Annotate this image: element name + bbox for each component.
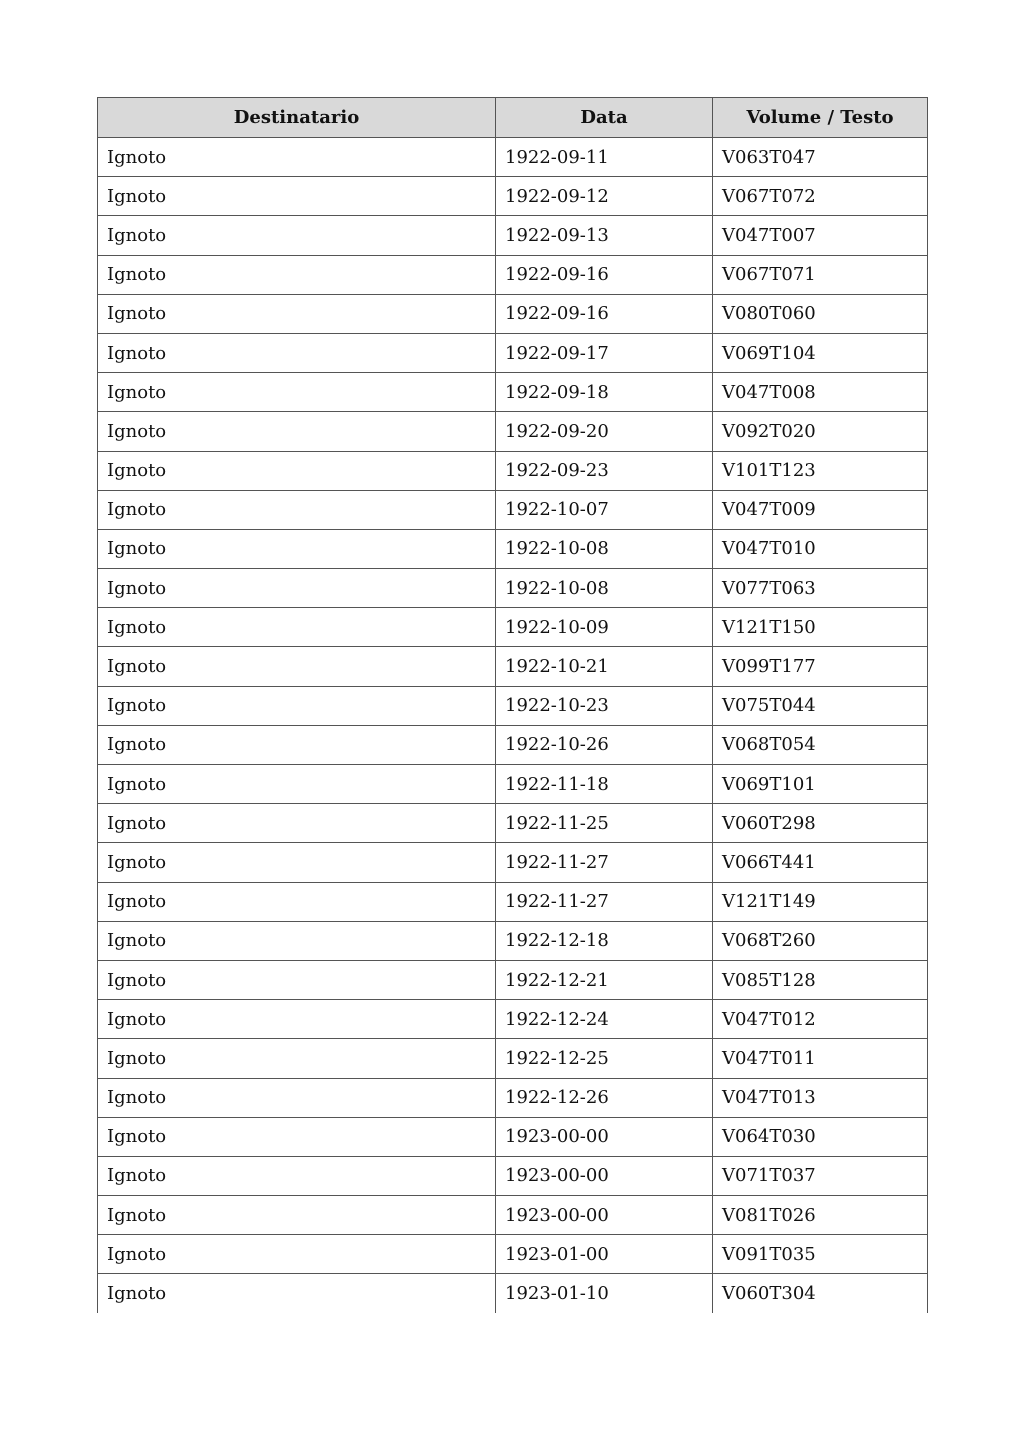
table-row bbox=[98, 804, 928, 843]
cell-destinatario: Ignoto bbox=[98, 1078, 496, 1117]
cell-data: 1922-11-27 bbox=[496, 843, 713, 882]
cell-destinatario: Ignoto bbox=[98, 177, 496, 216]
cell-data: 1922-12-24 bbox=[496, 1000, 713, 1039]
cell-destinatario: Ignoto bbox=[98, 1117, 496, 1156]
cell-data: 1923-01-00 bbox=[496, 1235, 713, 1274]
cell-destinatario: Ignoto bbox=[98, 765, 496, 804]
table-row bbox=[98, 1196, 928, 1235]
cell-volume-testo: V081T026 bbox=[713, 1196, 928, 1235]
cell-destinatario: Ignoto bbox=[98, 412, 496, 451]
cell-volume-testo: V071T037 bbox=[713, 1156, 928, 1195]
cell-data: 1922-10-23 bbox=[496, 686, 713, 725]
table-body bbox=[98, 138, 928, 1314]
cell-volume-testo: V063T047 bbox=[713, 138, 928, 177]
cell-volume-testo: V121T150 bbox=[713, 608, 928, 647]
cell-volume-testo: V047T009 bbox=[713, 490, 928, 529]
cell-volume-testo: V068T260 bbox=[713, 921, 928, 960]
letters-table bbox=[97, 97, 928, 1313]
cell-destinatario: Ignoto bbox=[98, 255, 496, 294]
cell-data: 1922-09-18 bbox=[496, 373, 713, 412]
table-row bbox=[98, 373, 928, 412]
table-row bbox=[98, 451, 928, 490]
cell-destinatario: Ignoto bbox=[98, 529, 496, 568]
cell-volume-testo: V085T128 bbox=[713, 960, 928, 999]
cell-destinatario: Ignoto bbox=[98, 333, 496, 372]
cell-data: 1922-09-12 bbox=[496, 177, 713, 216]
cell-destinatario: Ignoto bbox=[98, 608, 496, 647]
table-row bbox=[98, 177, 928, 216]
table-row bbox=[98, 1235, 928, 1274]
cell-data: 1922-10-21 bbox=[496, 647, 713, 686]
table-row bbox=[98, 765, 928, 804]
table-row bbox=[98, 1117, 928, 1156]
cell-destinatario: Ignoto bbox=[98, 960, 496, 999]
cell-destinatario: Ignoto bbox=[98, 216, 496, 255]
cell-volume-testo: V047T008 bbox=[713, 373, 928, 412]
cell-destinatario: Ignoto bbox=[98, 294, 496, 333]
cell-volume-testo: V066T441 bbox=[713, 843, 928, 882]
table-row bbox=[98, 569, 928, 608]
table-row bbox=[98, 725, 928, 764]
cell-volume-testo: V101T123 bbox=[713, 451, 928, 490]
cell-data: 1922-09-13 bbox=[496, 216, 713, 255]
cell-volume-testo: V069T104 bbox=[713, 333, 928, 372]
cell-data: 1922-09-16 bbox=[496, 294, 713, 333]
table-row bbox=[98, 529, 928, 568]
cell-destinatario: Ignoto bbox=[98, 451, 496, 490]
cell-destinatario: Ignoto bbox=[98, 490, 496, 529]
cell-data: 1922-12-25 bbox=[496, 1039, 713, 1078]
cell-volume-testo: V068T054 bbox=[713, 725, 928, 764]
cell-volume-testo: V067T071 bbox=[713, 255, 928, 294]
table-row bbox=[98, 1078, 928, 1117]
cell-volume-testo: V047T007 bbox=[713, 216, 928, 255]
column-header-destinatario: Destinatario bbox=[98, 98, 496, 138]
cell-data: 1922-09-17 bbox=[496, 333, 713, 372]
column-header-volume-testo: Volume / Testo bbox=[713, 98, 928, 138]
cell-data: 1922-09-23 bbox=[496, 451, 713, 490]
cell-destinatario: Ignoto bbox=[98, 1196, 496, 1235]
table-row bbox=[98, 608, 928, 647]
table-row bbox=[98, 1000, 928, 1039]
table-row bbox=[98, 1039, 928, 1078]
table-row bbox=[98, 882, 928, 921]
cell-data: 1922-10-07 bbox=[496, 490, 713, 529]
cell-volume-testo: V047T013 bbox=[713, 1078, 928, 1117]
cell-data: 1923-00-00 bbox=[496, 1117, 713, 1156]
cell-destinatario: Ignoto bbox=[98, 1274, 496, 1313]
cell-destinatario: Ignoto bbox=[98, 1000, 496, 1039]
cell-volume-testo: V080T060 bbox=[713, 294, 928, 333]
table-row bbox=[98, 294, 928, 333]
table-row bbox=[98, 843, 928, 882]
cell-data: 1922-10-08 bbox=[496, 529, 713, 568]
cell-data: 1923-01-10 bbox=[496, 1274, 713, 1313]
cell-data: 1922-11-25 bbox=[496, 804, 713, 843]
cell-volume-testo: V060T304 bbox=[713, 1274, 928, 1313]
cell-destinatario: Ignoto bbox=[98, 569, 496, 608]
table-row bbox=[98, 412, 928, 451]
cell-volume-testo: V047T010 bbox=[713, 529, 928, 568]
cell-data: 1923-00-00 bbox=[496, 1156, 713, 1195]
cell-volume-testo: V067T072 bbox=[713, 177, 928, 216]
table-row bbox=[98, 686, 928, 725]
cell-volume-testo: V091T035 bbox=[713, 1235, 928, 1274]
cell-data: 1922-10-26 bbox=[496, 725, 713, 764]
cell-data: 1922-11-18 bbox=[496, 765, 713, 804]
cell-volume-testo: V060T298 bbox=[713, 804, 928, 843]
cell-destinatario: Ignoto bbox=[98, 882, 496, 921]
cell-volume-testo: V069T101 bbox=[713, 765, 928, 804]
table-row bbox=[98, 1274, 928, 1313]
cell-volume-testo: V047T011 bbox=[713, 1039, 928, 1078]
cell-volume-testo: V064T030 bbox=[713, 1117, 928, 1156]
table-row bbox=[98, 333, 928, 372]
cell-destinatario: Ignoto bbox=[98, 725, 496, 764]
cell-volume-testo: V077T063 bbox=[713, 569, 928, 608]
table-header-row bbox=[98, 98, 928, 138]
cell-volume-testo: V092T020 bbox=[713, 412, 928, 451]
cell-destinatario: Ignoto bbox=[98, 373, 496, 412]
cell-data: 1922-12-18 bbox=[496, 921, 713, 960]
cell-destinatario: Ignoto bbox=[98, 647, 496, 686]
cell-volume-testo: V121T149 bbox=[713, 882, 928, 921]
cell-destinatario: Ignoto bbox=[98, 686, 496, 725]
cell-data: 1922-12-21 bbox=[496, 960, 713, 999]
cell-data: 1922-10-09 bbox=[496, 608, 713, 647]
table-row bbox=[98, 1156, 928, 1195]
table-row bbox=[98, 921, 928, 960]
cell-data: 1922-12-26 bbox=[496, 1078, 713, 1117]
cell-destinatario: Ignoto bbox=[98, 138, 496, 177]
cell-destinatario: Ignoto bbox=[98, 1156, 496, 1195]
table-row bbox=[98, 490, 928, 529]
cell-destinatario: Ignoto bbox=[98, 804, 496, 843]
cell-destinatario: Ignoto bbox=[98, 843, 496, 882]
table-row bbox=[98, 960, 928, 999]
table-row bbox=[98, 138, 928, 177]
cell-destinatario: Ignoto bbox=[98, 1235, 496, 1274]
table-row bbox=[98, 216, 928, 255]
cell-data: 1922-09-16 bbox=[496, 255, 713, 294]
cell-data: 1922-11-27 bbox=[496, 882, 713, 921]
cell-destinatario: Ignoto bbox=[98, 921, 496, 960]
cell-volume-testo: V075T044 bbox=[713, 686, 928, 725]
cell-data: 1922-10-08 bbox=[496, 569, 713, 608]
cell-volume-testo: V099T177 bbox=[713, 647, 928, 686]
table-row bbox=[98, 255, 928, 294]
column-header-data: Data bbox=[496, 98, 713, 138]
cell-data: 1922-09-11 bbox=[496, 138, 713, 177]
cell-destinatario: Ignoto bbox=[98, 1039, 496, 1078]
cell-data: 1923-00-00 bbox=[496, 1196, 713, 1235]
cell-volume-testo: V047T012 bbox=[713, 1000, 928, 1039]
cell-data: 1922-09-20 bbox=[496, 412, 713, 451]
table-row bbox=[98, 647, 928, 686]
